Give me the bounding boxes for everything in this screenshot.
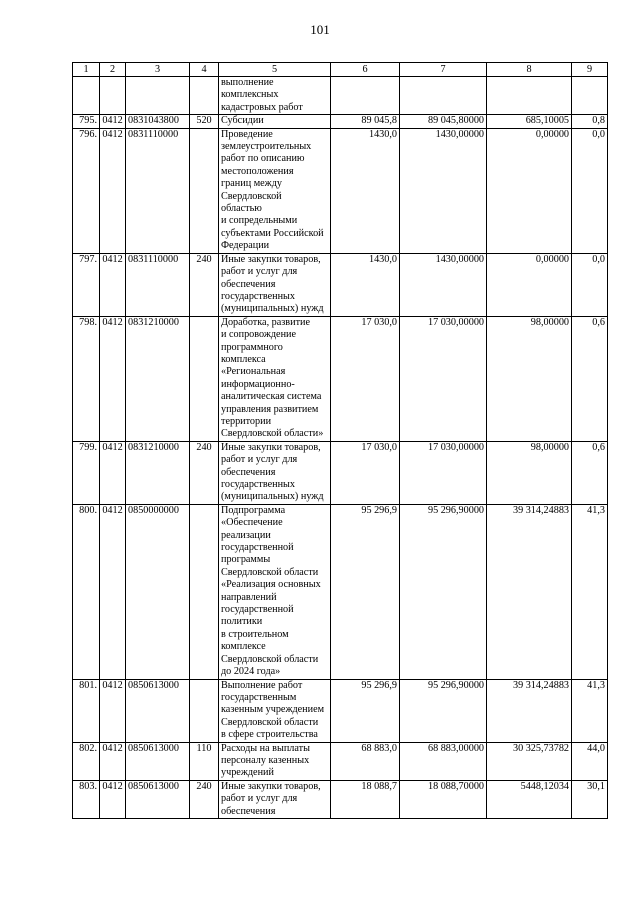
value-col7: 89 045,80000: [400, 115, 487, 128]
header-cell: 8: [487, 63, 572, 77]
row-number: 798.: [73, 316, 100, 441]
header-cell: 2: [100, 63, 126, 77]
value-col7: 17 030,00000: [400, 441, 487, 504]
header-cell: 9: [572, 63, 608, 77]
row-description: Подпрограмма «Обеспечение реализации государственной программы Свердловской области «Реализация основных направлений государственной политики в строительном комплексе Свердловской области до 2024 года»: [219, 504, 331, 679]
value-col7: 68 883,00000: [400, 742, 487, 780]
percent-col9: 0,6: [572, 441, 608, 504]
value-col6: 17 030,0: [331, 316, 400, 441]
row-number: 797.: [73, 253, 100, 316]
percent-col9: 0,0: [572, 128, 608, 253]
expense-type: 520: [190, 115, 219, 128]
row-number: 795.: [73, 115, 100, 128]
value-col8: 0,00000: [487, 128, 572, 253]
value-col8: 685,10005: [487, 115, 572, 128]
table-row: [73, 115, 608, 128]
row-description: Иные закупки товаров, работ и услуг для обеспечения государственных (муниципальных) нужд: [219, 253, 331, 316]
target-code: 0850613000: [126, 780, 190, 818]
value-col6: 18 088,7: [331, 780, 400, 818]
value-col7: 1430,00000: [400, 253, 487, 316]
row-description: Субсидии: [219, 115, 331, 128]
header-cell: 1: [73, 63, 100, 77]
expense-type: [190, 128, 219, 253]
value-col6: 89 045,8: [331, 115, 400, 128]
section-code: [100, 77, 126, 115]
value-col8: 5448,12034: [487, 780, 572, 818]
section-code: 0412: [100, 253, 126, 316]
value-col7: 95 296,90000: [400, 679, 487, 742]
row-description: Выполнение работ государственным казенным учреждением Свердловской области в сфере строительства: [219, 679, 331, 742]
value-col6: 68 883,0: [331, 742, 400, 780]
row-number: 800.: [73, 504, 100, 679]
value-col6: 1430,0: [331, 128, 400, 253]
row-number: [73, 77, 100, 115]
section-code: 0412: [100, 128, 126, 253]
table-row: [73, 128, 608, 253]
expense-type: 110: [190, 742, 219, 780]
value-col7: [400, 77, 487, 115]
expense-type: [190, 679, 219, 742]
value-col6: 17 030,0: [331, 441, 400, 504]
percent-col9: 41,3: [572, 679, 608, 742]
target-code: 0831043800: [126, 115, 190, 128]
section-code: 0412: [100, 504, 126, 679]
section-code: 0412: [100, 441, 126, 504]
value-col6: [331, 77, 400, 115]
row-number: 802.: [73, 742, 100, 780]
table-row: [73, 504, 608, 679]
target-code: 0831110000: [126, 128, 190, 253]
value-col7: 1430,00000: [400, 128, 487, 253]
value-col8: [487, 77, 572, 115]
percent-col9: 0,0: [572, 253, 608, 316]
header-cell: 5: [219, 63, 331, 77]
table-row: [73, 679, 608, 742]
expense-type: 240: [190, 253, 219, 316]
target-code: 0850000000: [126, 504, 190, 679]
percent-col9: 0,8: [572, 115, 608, 128]
table-row: [73, 77, 608, 115]
value-col6: 95 296,9: [331, 679, 400, 742]
row-number: 803.: [73, 780, 100, 818]
percent-col9: 41,3: [572, 504, 608, 679]
target-code: 0831210000: [126, 316, 190, 441]
expense-type: [190, 316, 219, 441]
row-number: 796.: [73, 128, 100, 253]
header-cell: 6: [331, 63, 400, 77]
value-col8: 98,00000: [487, 441, 572, 504]
budget-table: [72, 62, 608, 819]
value-col8: 39 314,24883: [487, 504, 572, 679]
target-code: 0850613000: [126, 742, 190, 780]
row-number: 799.: [73, 441, 100, 504]
section-code: 0412: [100, 679, 126, 742]
row-description: выполнение комплексных кадастровых работ: [219, 77, 331, 115]
value-col8: 0,00000: [487, 253, 572, 316]
percent-col9: 30,1: [572, 780, 608, 818]
expense-type: 240: [190, 441, 219, 504]
percent-col9: 44,0: [572, 742, 608, 780]
table-row: [73, 742, 608, 780]
section-code: 0412: [100, 115, 126, 128]
table-header-row: [73, 63, 608, 77]
row-description: Иные закупки товаров, работ и услуг для обеспечения: [219, 780, 331, 818]
value-col8: 39 314,24883: [487, 679, 572, 742]
table-row: [73, 253, 608, 316]
row-description: Иные закупки товаров, работ и услуг для обеспечения государственных (муниципальных) нужд: [219, 441, 331, 504]
expense-type: [190, 504, 219, 679]
row-description: Расходы на выплаты персоналу казенных учреждений: [219, 742, 331, 780]
target-code: [126, 77, 190, 115]
table-row: [73, 780, 608, 818]
percent-col9: 0,6: [572, 316, 608, 441]
header-cell: 4: [190, 63, 219, 77]
page-number: 101: [310, 22, 330, 37]
row-description: Проведение землеустроительных работ по описанию местоположения границ между Свердловской областью и сопредельными субъектами Российской Федерации: [219, 128, 331, 253]
target-code: 0831210000: [126, 441, 190, 504]
expense-type: [190, 77, 219, 115]
row-number: 801.: [73, 679, 100, 742]
section-code: 0412: [100, 780, 126, 818]
section-code: 0412: [100, 742, 126, 780]
expense-type: 240: [190, 780, 219, 818]
value-col7: 17 030,00000: [400, 316, 487, 441]
value-col8: 98,00000: [487, 316, 572, 441]
table-row: [73, 316, 608, 441]
value-col6: 95 296,9: [331, 504, 400, 679]
row-description: Доработка, развитие и сопровождение программного комплекса «Региональная информационно- аналитическая система управления развитием территории Свердловской области»: [219, 316, 331, 441]
target-code: 0850613000: [126, 679, 190, 742]
section-code: 0412: [100, 316, 126, 441]
value-col6: 1430,0: [331, 253, 400, 316]
value-col7: 95 296,90000: [400, 504, 487, 679]
table-row: [73, 441, 608, 504]
header-cell: 7: [400, 63, 487, 77]
percent-col9: [572, 77, 608, 115]
header-cell: 3: [126, 63, 190, 77]
value-col7: 18 088,70000: [400, 780, 487, 818]
target-code: 0831110000: [126, 253, 190, 316]
value-col8: 30 325,73782: [487, 742, 572, 780]
